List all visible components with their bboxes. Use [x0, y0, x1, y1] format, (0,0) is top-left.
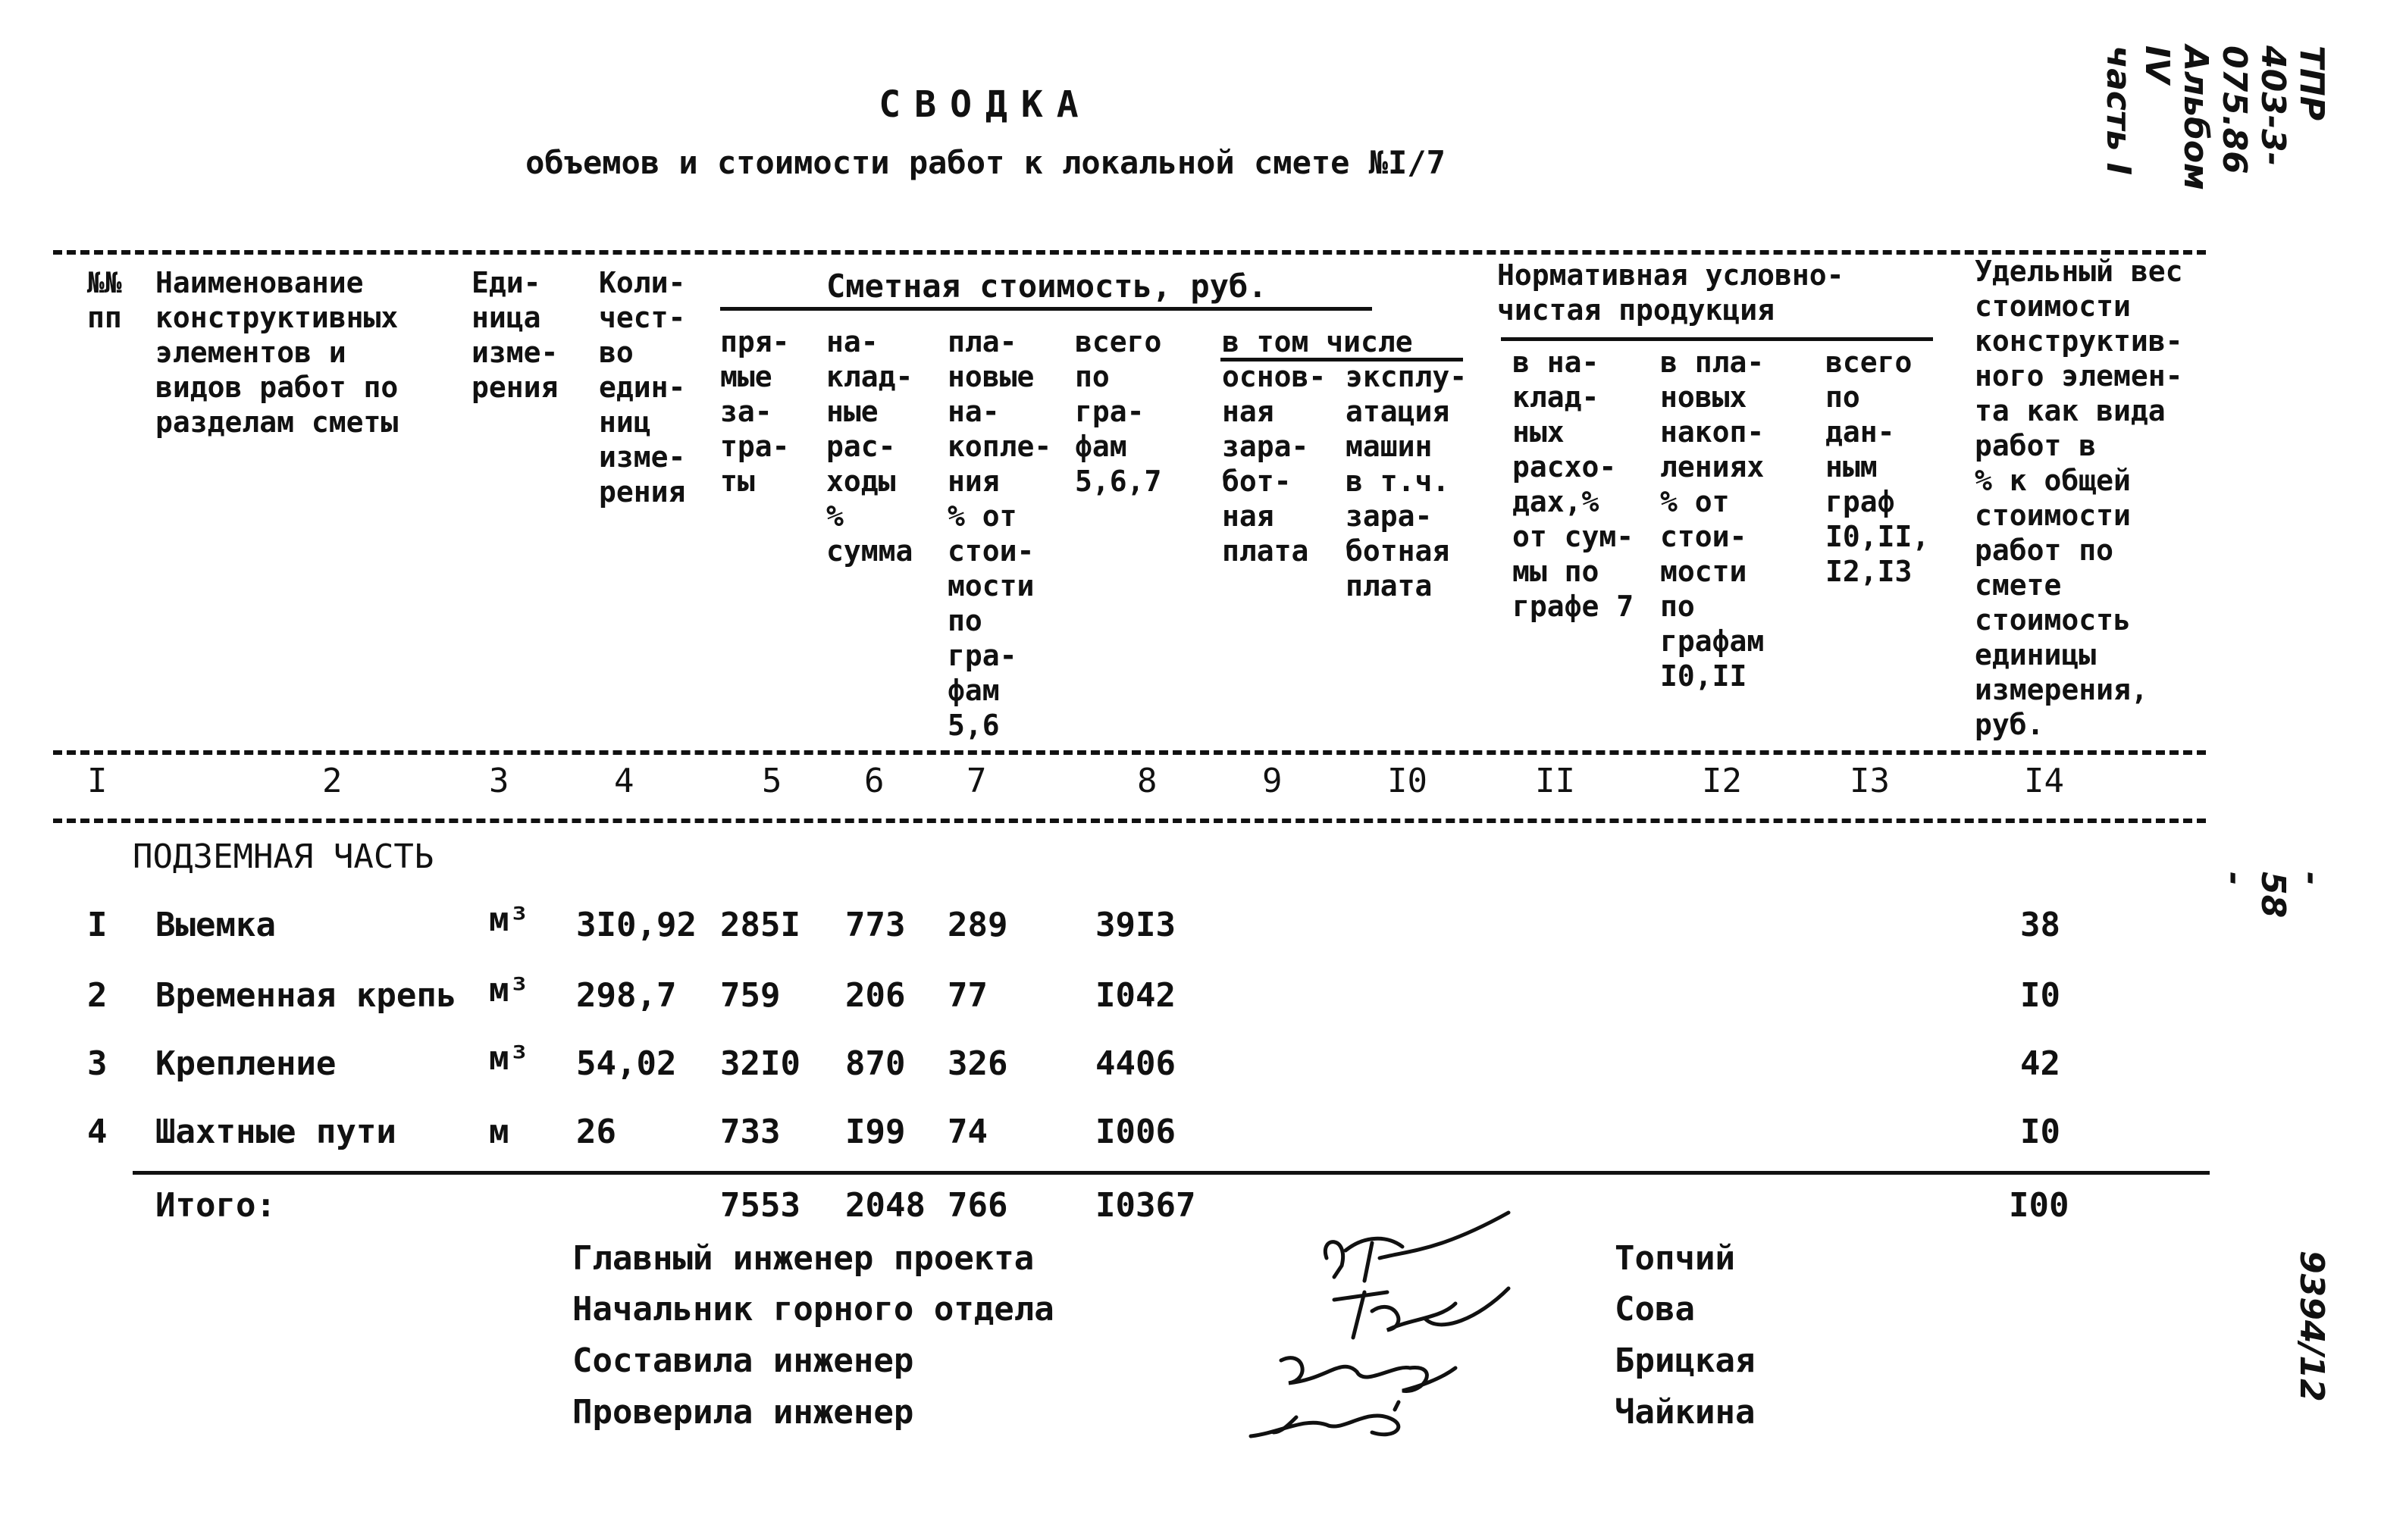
signature-name: Чайкина	[1615, 1393, 1756, 1432]
colnum-5: 5	[762, 762, 782, 800]
row-c14: 42	[2020, 1044, 2060, 1083]
signature-name: Сова	[1615, 1290, 1695, 1329]
row-c6: I99	[845, 1113, 906, 1151]
row-c14: I0	[2020, 1113, 2060, 1151]
row-c6: 773	[845, 906, 906, 944]
signature-name: Топчий	[1615, 1239, 1735, 1278]
row-c6: 870	[845, 1044, 906, 1083]
row-c14: 38	[2020, 906, 2060, 944]
colnum-8: 8	[1137, 762, 1158, 800]
colnum-10: I0	[1387, 762, 1427, 800]
total-c14: I00	[2009, 1186, 2069, 1225]
colnum-bottom-rule	[53, 819, 2206, 823]
header-cost-group: Сметная стоимость, руб.	[826, 268, 1267, 305]
header-col-1: №№ пп	[87, 266, 122, 334]
total-label: Итого:	[155, 1186, 276, 1225]
norm-group-rule	[1501, 337, 1933, 341]
header-col-4: Коли- чест- во един- ниц изме- рения	[599, 266, 686, 509]
row-name: Шахтные пути	[155, 1113, 396, 1151]
colnum-6: 6	[864, 762, 885, 800]
header-bottom-rule	[53, 750, 2206, 755]
row-name: Крепление	[155, 1044, 337, 1083]
colnum-7: 7	[966, 762, 987, 800]
header-col-10: эксплу- атация машин в т.ч. зара- ботная плата	[1346, 360, 1468, 603]
handwritten-signatures-graphic	[1213, 1205, 1531, 1455]
row-c8: 39I3	[1095, 906, 1176, 944]
header-col-6: на- клад- ные рас- ходы % сумма	[826, 325, 913, 568]
total-rule	[133, 1171, 2210, 1175]
row-qty: 3I0,92	[576, 906, 697, 944]
header-col-5: пря- мые за- тра- ты	[720, 325, 790, 498]
header-col-11: в на- клад- ных расхо- дах,% от сум- мы по графе 7	[1512, 346, 1634, 623]
total-c8: I0367	[1095, 1186, 1196, 1225]
row-c7: 289	[948, 906, 1008, 944]
header-col-9: основ- ная зара- бот- ная плата	[1222, 360, 1327, 568]
row-unit: м	[489, 1113, 509, 1151]
row-c5: 285I	[720, 906, 800, 944]
row-c8: 4406	[1095, 1044, 1176, 1083]
side-page-number: - 58 -	[2215, 872, 2331, 919]
colnum-4: 4	[614, 762, 634, 800]
colnum-11: II	[1535, 762, 1575, 800]
row-qty: 298,7	[576, 976, 677, 1015]
signature-name: Брицкая	[1615, 1341, 1756, 1380]
row-c6: 206	[845, 976, 906, 1015]
colnum-1: I	[87, 762, 108, 800]
row-c5: 733	[720, 1113, 781, 1151]
document-title: СВОДКА	[879, 83, 1092, 126]
row-c5: 759	[720, 976, 781, 1015]
colnum-12: I2	[1702, 762, 1742, 800]
colnum-14: I4	[2024, 762, 2064, 800]
signature-role: Составила инженер	[572, 1341, 914, 1380]
row-c7: 326	[948, 1044, 1008, 1083]
header-norm-group: Нормативная условно- чистая продукция	[1497, 258, 1844, 327]
row-c14: I0	[2020, 976, 2060, 1015]
header-col-13: всего по дан- ным граф I0,II, I2,I3	[1825, 346, 1930, 588]
row-qty: 54,02	[576, 1044, 677, 1083]
row-name: Временная крепь	[155, 976, 457, 1015]
row-number: I	[87, 906, 108, 944]
header-incl-group: в том числе	[1222, 325, 1413, 358]
row-number: 3	[87, 1044, 108, 1083]
signature-role: Начальник горного отдела	[572, 1290, 1054, 1329]
colnum-13: I3	[1850, 762, 1890, 800]
header-top-rule	[53, 250, 2206, 255]
header-col-12: в пла- новых накоп- лениях % от стои- мости по графам I0,II	[1660, 346, 1765, 693]
total-c6: 2048	[845, 1186, 926, 1225]
row-unit: м³	[489, 1039, 529, 1078]
row-c8: I042	[1095, 976, 1176, 1015]
colnum-9: 9	[1262, 762, 1283, 800]
row-unit: м³	[489, 900, 529, 939]
colnum-2: 2	[322, 762, 343, 800]
total-c5: 7553	[720, 1186, 800, 1225]
document-subtitle: объемов и стоимости работ к локальной смете №I/7	[525, 144, 1446, 181]
signature-role: Проверила инженер	[572, 1393, 914, 1432]
row-qty: 26	[576, 1113, 616, 1151]
total-c7: 766	[948, 1186, 1008, 1225]
row-c7: 74	[948, 1113, 988, 1151]
cost-group-rule	[720, 307, 1372, 311]
side-inventory-number: 9394/12	[2292, 1250, 2331, 1402]
row-name: Выемка	[155, 906, 276, 944]
row-number: 2	[87, 976, 108, 1015]
section-title: ПОДЗЕМНАЯ ЧАСТЬ	[133, 837, 434, 876]
row-c7: 77	[948, 976, 988, 1015]
row-c5: 32I0	[720, 1044, 800, 1083]
side-document-code: ТПР 403-3-075.86 Альбом IV часть I	[2099, 45, 2331, 191]
row-c8: I006	[1095, 1113, 1176, 1151]
signature-role: Главный инженер проекта	[572, 1239, 1035, 1278]
header-col-8: всего по гра- фам 5,6,7	[1075, 325, 1162, 498]
header-col-3: Еди- ница изме- рения	[472, 266, 559, 404]
header-col-14: Удельный вес стоимости конструктив- ного элемен- та как вида работ в % к общей стоимости работ по смете стоимость единицы измерения, руб.	[1975, 255, 2183, 741]
row-number: 4	[87, 1113, 108, 1151]
row-unit: м³	[489, 971, 529, 1009]
header-col-7: пла- новые на- копле- ния % от стои- мости по гра- фам 5,6	[948, 325, 1052, 742]
header-col-2: Наименование конструктивных элементов и видов работ по разделам сметы	[155, 266, 399, 439]
colnum-3: 3	[489, 762, 509, 800]
